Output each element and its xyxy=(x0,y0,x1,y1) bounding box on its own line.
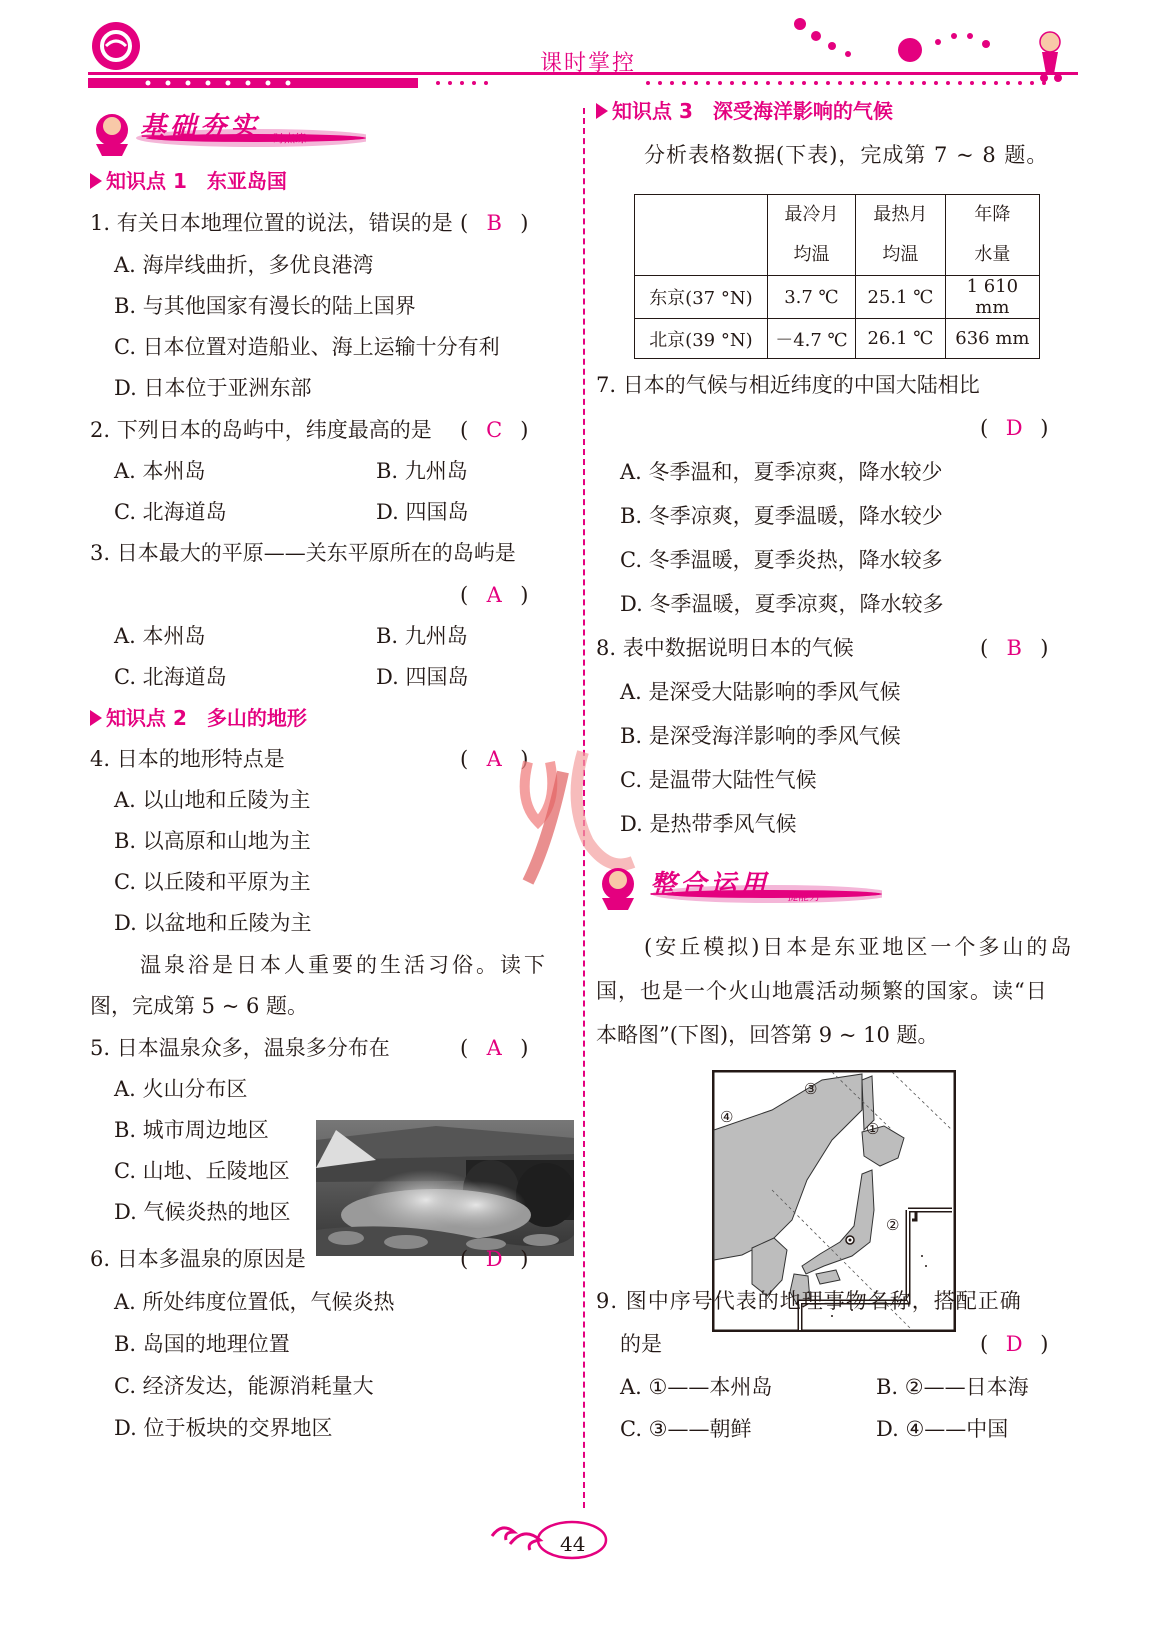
header-title: 课时掌控 xyxy=(540,51,637,76)
q7-answer: ( D ) xyxy=(980,416,1049,440)
q6-option-c: C. 经济发达，能源消耗量大 xyxy=(114,1374,374,1398)
table-row xyxy=(635,276,1040,319)
section-basic-title: 基础夯实 xyxy=(140,112,261,142)
table-cell: 26.1 ℃ xyxy=(856,319,946,359)
q5-option-a: A. 火山分布区 xyxy=(114,1077,248,1101)
q4-stem: 4. 日本的地形特点是 xyxy=(90,747,285,771)
q6-option-b: B. 岛国的地理位置 xyxy=(114,1332,290,1356)
knowledge-point-3: 知识点 3 深受海洋影响的气候 xyxy=(596,96,893,126)
q5-option-b: B. 城市周边地区 xyxy=(114,1118,269,1142)
q7-option-d: D. 冬季温暖，夏季凉爽，降水较多 xyxy=(620,592,944,616)
q2-option-a: A. 本州岛 xyxy=(114,459,206,483)
table-cell: 1 610 mm xyxy=(945,276,1039,319)
q8-option-d: D. 是热带季风气候 xyxy=(620,812,797,836)
intro-9-10-line2: 国，也是一个火山地震活动频繁的国家。读“日 xyxy=(596,979,1048,1003)
q5-option-c: C. 山地、丘陵地区 xyxy=(114,1159,290,1183)
q6-option-a: A. 所处纬度位置低，气候炎热 xyxy=(114,1290,395,1314)
q7-option-b: B. 冬季凉爽，夏季温暖，降水较少 xyxy=(620,504,943,528)
triangle-icon xyxy=(596,103,608,119)
q3-option-a: A. 本州岛 xyxy=(114,624,206,648)
q6-stem: 6. 日本多温泉的原因是 xyxy=(90,1247,306,1271)
q9-option-c: C. ③——朝鲜 xyxy=(620,1417,752,1441)
q9-option-d: D. ④——中国 xyxy=(876,1417,1009,1441)
map-label-3: ③ xyxy=(804,1080,818,1098)
section-integrate-title: 整合运用 xyxy=(650,870,771,900)
q7-stem: 7. 日本的气候与相近纬度的中国大陆相比 xyxy=(596,373,980,397)
q8-option-a: A. 是深受大陆影响的季风气候 xyxy=(620,680,901,704)
footer-swirl-decoration xyxy=(486,1514,616,1564)
triangle-icon xyxy=(90,173,102,189)
section-integrate-subtitle: —提能力 xyxy=(776,890,820,903)
q1-answer: ( B ) xyxy=(460,211,529,235)
q1-option-b: B. 与其他国家有漫长的陆上国界 xyxy=(114,294,416,318)
q4-option-c: C. 以丘陵和平原为主 xyxy=(114,870,311,894)
q5-answer: ( A ) xyxy=(460,1036,529,1060)
triangle-icon xyxy=(90,710,102,726)
q3-option-d: D. 四国岛 xyxy=(376,665,469,689)
q2-option-d: D. 四国岛 xyxy=(376,500,469,524)
intro-7-8: 分析表格数据(下表)，完成第 7 ~ 8 题。 xyxy=(644,143,1049,167)
q8-option-b: B. 是深受海洋影响的季风气候 xyxy=(620,724,901,748)
table-cell: 25.1 ℃ xyxy=(856,276,946,319)
q9-answer: ( D ) xyxy=(980,1332,1049,1356)
q9-stem-line1: 9. 图中序号代表的地理事物名称，搭配正确 xyxy=(596,1289,1022,1313)
q7-option-c: C. 冬季温暖，夏季炎热，降水较多 xyxy=(620,548,943,572)
table-cell: 3.7 ℃ xyxy=(767,276,855,319)
q1-option-d: D. 日本位于亚洲东部 xyxy=(114,376,312,400)
hot-spring-photo xyxy=(316,1120,574,1256)
climate-table xyxy=(634,194,1040,359)
q9-stem-line2: 的是 xyxy=(620,1332,662,1356)
intro-5-6-line1: 温泉浴是日本人重要的生活习俗。读下 xyxy=(140,953,548,977)
intro-9-10-line3: 本略图”(下图)，回答第 9 ~ 10 题。 xyxy=(596,1023,939,1047)
table-header-rain: 年降 水量 xyxy=(945,195,1039,276)
knowledge-point-1: 知识点 1 东亚岛国 xyxy=(90,166,287,196)
q4-answer: ( A ) xyxy=(460,747,529,771)
q6-answer: ( D ) xyxy=(460,1247,529,1271)
q5-option-d: D. 气候炎热的地区 xyxy=(114,1200,291,1224)
q1-option-a: A. 海岸线曲折，多优良港湾 xyxy=(114,253,374,277)
q6-option-d: D. 位于板块的交界地区 xyxy=(114,1416,333,1440)
q9-option-b: B. ②——日本海 xyxy=(876,1375,1029,1399)
q8-stem: 8. 表中数据说明日本的气候 xyxy=(596,636,854,660)
table-header-hot: 最热月 均温 xyxy=(856,195,946,276)
q1-stem: 1. 有关日本地理位置的说法，错误的是 xyxy=(90,211,453,235)
q2-option-c: C. 北海道岛 xyxy=(114,500,227,524)
knowledge-point-2: 知识点 2 多山的地形 xyxy=(90,703,307,733)
q9-option-a: A. ①——本州岛 xyxy=(620,1375,773,1399)
table-header-cold: 最冷月 均温 xyxy=(767,195,855,276)
q8-answer: ( B ) xyxy=(980,636,1049,660)
q3-answer: ( A ) xyxy=(460,583,529,607)
intro-5-6-line2: 图，完成第 5 ~ 6 题。 xyxy=(90,994,309,1018)
table-city-beijing: 北京(39 °N) xyxy=(635,319,768,359)
table-cell: －4.7 ℃ xyxy=(767,319,855,359)
section-basic-subtitle: —时点练 xyxy=(262,132,306,145)
q3-stem: 3. 日本最大的平原——关东平原所在的岛屿是 xyxy=(90,541,516,565)
q4-option-b: B. 以高原和山地为主 xyxy=(114,829,311,853)
q2-option-b: B. 九州岛 xyxy=(376,459,468,483)
q5-stem: 5. 日本温泉众多，温泉多分布在 xyxy=(90,1036,390,1060)
table-cell: 636 mm xyxy=(945,319,1039,359)
q3-option-b: B. 九州岛 xyxy=(376,624,468,648)
q7-option-a: A. 冬季温和，夏季凉爽，降水较少 xyxy=(620,460,943,484)
table-city-tokyo: 东京(37 °N) xyxy=(635,276,768,319)
map-label-4: ④ xyxy=(720,1108,734,1126)
q4-option-a: A. 以山地和丘陵为主 xyxy=(114,788,311,812)
q8-option-c: C. 是温带大陆性气候 xyxy=(620,768,817,792)
q2-answer: ( C ) xyxy=(460,418,529,442)
q3-option-c: C. 北海道岛 xyxy=(114,665,227,689)
table-row xyxy=(635,319,1040,359)
q1-option-c: C. 日本位置对造船业、海上运输十分有利 xyxy=(114,335,500,359)
intro-9-10-line1: (安丘模拟)日本是东亚地区一个多山的岛 xyxy=(644,935,1075,959)
page-number: 44 xyxy=(560,1532,586,1556)
map-label-2: ② xyxy=(886,1216,900,1234)
table-corner-cell xyxy=(635,195,768,276)
q2-stem: 2. 下列日本的岛屿中，纬度最高的是 xyxy=(90,418,432,442)
q4-option-d: D. 以盆地和丘陵为主 xyxy=(114,911,312,935)
map-label-1: ① xyxy=(866,1120,880,1138)
